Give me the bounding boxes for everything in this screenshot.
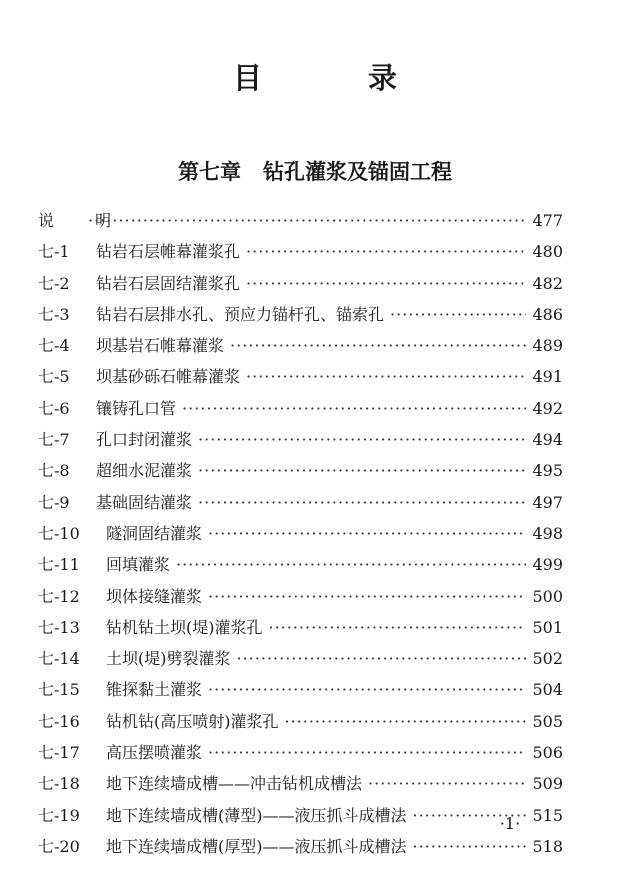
toc-entry[interactable] [38,361,563,392]
toc-entry-title: 孔口封闭灌浆 [96,430,193,450]
toc-entry-page: 480 [532,242,563,262]
toc-entry-page: 518 [532,836,563,856]
toc-entry-title: 回填灌浆 [106,555,171,575]
toc-entry-title: 钻机钻(高压喷射)灌浆孔 [106,711,279,731]
toc-entry[interactable] [38,424,563,455]
toc-entry[interactable] [38,268,563,299]
toc-leader-dots [208,674,526,705]
toc-entry-page: 492 [532,398,563,418]
toc-entry-page: 501 [532,617,563,637]
toc-entry[interactable] [38,643,563,674]
toc-entry[interactable] [38,393,563,424]
toc-entry-number: 七-2 [38,273,70,293]
toc-leader-dots [246,236,526,267]
toc-entry-number: 七-11 [38,555,80,575]
toc-entry[interactable] [38,737,563,768]
toc-entry[interactable] [38,549,563,580]
toc-entry-number: 七-19 [38,805,80,825]
toc-entry-page: 494 [532,430,563,450]
toc-entry-number: 七-6 [38,398,70,418]
toc-entry-page: 506 [532,743,563,763]
toc-leader-dots [237,643,527,674]
toc-leader-dots [88,205,526,236]
toc-entry-page: 486 [532,304,563,324]
toc-leader-dots [246,361,526,392]
toc-leader-dots [208,737,526,768]
toc-entry[interactable] [38,518,563,549]
toc-entry-title: 钻机钻土坝(堤)灌浆孔 [106,617,263,637]
toc-entry-title: 地下连续墙成槽(厚型)——液压抓斗成槽法 [106,836,407,856]
toc-entry-number: 七-7 [38,430,70,450]
toc-leader-dots [208,581,526,612]
toc-entry[interactable] [38,612,563,643]
toc-entry-page: 509 [532,774,563,794]
toc-leader-dots [246,268,526,299]
toc-entry-number: 七-10 [38,523,80,543]
toc-entry-title: 钻岩石层固结灌浆孔 [96,273,241,293]
toc-entry[interactable] [38,299,563,330]
toc-entry[interactable] [38,706,563,737]
toc-entry-page: 489 [532,336,563,356]
toc-leader-dots [198,424,526,455]
toc-entry-title: 高压摆喷灌浆 [106,743,203,763]
toc-leader-dots [208,518,526,549]
toc-entry-number: 七-4 [38,336,70,356]
toc-leader-dots [269,612,527,643]
toc-entry-page: 504 [532,680,563,700]
toc-entry-number: 七-13 [38,617,80,637]
toc-entry[interactable] [38,455,563,486]
page-title: 目 录 [232,61,446,95]
toc-entry-number: 七-15 [38,680,80,700]
toc-entry-title: 镶铸孔口管 [96,398,177,418]
toc-leader-dots [230,330,526,361]
toc-entry-page: 498 [532,523,563,543]
toc-entry-number: 七-18 [38,774,80,794]
toc-entry[interactable] [38,236,563,267]
toc-entry-page: 497 [532,492,563,512]
toc-entry-number: 说 明 [38,211,130,230]
toc-entry[interactable] [38,768,563,799]
toc-entry-page: 499 [532,555,563,575]
toc-entry-number: 七-1 [38,242,70,262]
toc-entry[interactable] [38,330,563,361]
toc-leader-dots [285,706,527,737]
toc-entry-number: 七-12 [38,586,80,606]
toc-entry-page: 515 [532,805,563,825]
page-number: ·1· [499,814,521,833]
toc-entry[interactable] [38,205,563,236]
toc-entry-number: 七-3 [38,304,70,324]
toc-entry-title: 超细水泥灌浆 [96,461,193,481]
toc-leader-dots [176,549,526,580]
toc-entry-number: 七-20 [38,836,80,856]
toc-entry-title: 钻岩石层帷幕灌浆孔 [96,242,241,262]
toc-entry-title: 坝基岩石帷幕灌浆 [96,336,225,356]
toc-entry-title: 土坝(堤)劈裂灌浆 [106,649,231,669]
toc-entry-number: 七-17 [38,743,80,763]
toc-leader-dots [198,487,526,518]
toc-entry-title: 地下连续墙成槽(薄型)——液压抓斗成槽法 [106,805,407,825]
toc-leader-dots [368,768,526,799]
toc-entry-page: 491 [532,367,563,387]
toc-entry-page: 482 [532,273,563,293]
toc-entry-number: 七-16 [38,711,80,731]
toc-entry[interactable] [38,581,563,612]
toc-leader-dots [390,299,526,330]
toc-entry-number: 七-5 [38,367,70,387]
toc-entry-page: 477 [532,211,563,230]
toc-entry-number: 七-14 [38,649,80,669]
toc-entry-page: 502 [532,649,563,669]
toc-leader-dots [182,393,526,424]
toc-entry-number: 七-8 [38,461,70,481]
toc-entry-page: 505 [532,711,563,731]
chapter-title: 第七章 钻孔灌浆及锚固工程 [178,160,452,184]
toc-entry-title: 钻岩石层排水孔、预应力锚杆孔、锚索孔 [96,304,385,324]
toc-entry-title: 隧洞固结灌浆 [106,523,203,543]
toc-entry[interactable] [38,674,563,705]
toc-entry[interactable] [38,487,563,518]
toc-leader-dots [198,455,526,486]
toc-entry-title: 坝基砂砾石帷幕灌浆 [96,367,241,387]
toc-entry-number: 七-9 [38,492,70,512]
toc-entry-page: 495 [532,461,563,481]
toc-entry-title: 地下连续墙成槽——冲击钻机成槽法 [106,774,363,794]
toc-entry-title: 基础固结灌浆 [96,492,193,512]
table-of-contents [38,205,563,862]
toc-entry-title: 坝体接缝灌浆 [106,586,203,606]
toc-entry-page: 500 [532,586,563,606]
toc-entry-title: 锥探黏土灌浆 [106,680,203,700]
